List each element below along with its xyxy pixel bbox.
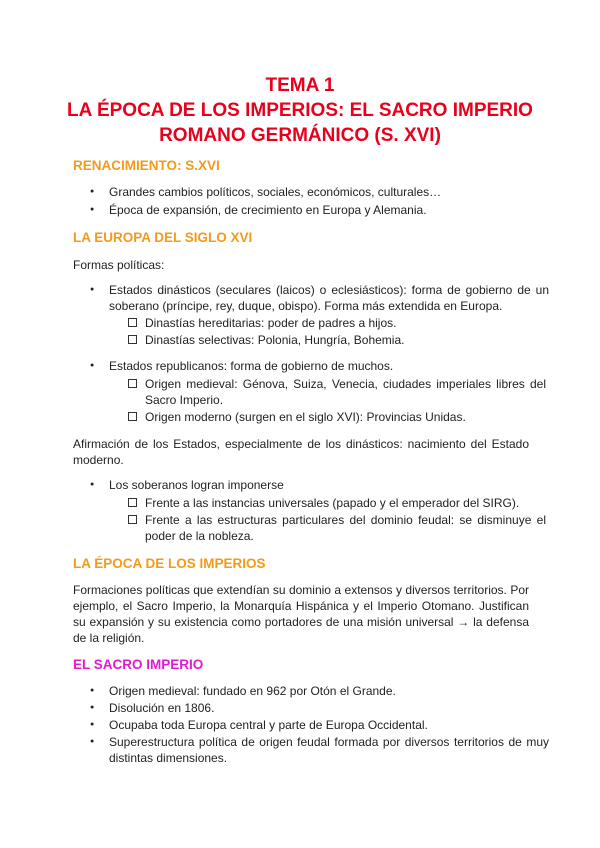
- paragraph-afirmacion: Afirmación de los Estados, especialmente de los dinásticos: nacimiento del Estado moderno.: [73, 437, 529, 467]
- list-item: ● Disolución en 1806.: [90, 700, 549, 716]
- checkbox-square-icon: [128, 515, 137, 524]
- sub-list-item: [128, 332, 546, 348]
- list-item: ● Grandes cambios políticos, sociales, económicos, culturales…: [90, 184, 549, 200]
- sub-list-item-text: Frente a las instancias universales (papado y el emperador del SIRG).: [145, 496, 520, 510]
- sub-list-item-text: Frente a las estructuras particulares del dominio feudal: se disminuye el poder de la nobleza.: [145, 513, 546, 543]
- section-heading-europa: LA EUROPA DEL SIGLO XVI: [73, 230, 253, 245]
- paragraph-intro: Formas políticas:: [73, 258, 165, 272]
- checkbox-square-icon: [128, 335, 137, 344]
- paragraph-imperios: Formaciones políticas que extendían su dominio a extensos y diversos territorios. Por ejemplo, el Sacro Imperio, la Monarquía Hispánica y el Imperio Otomano. Justifican su expansión y su existencia como portadores de una misión universal → la defensa de la religión.: [73, 583, 529, 645]
- sub-list-item-text: Origen moderno (surgen en el siglo XVI): Provincias Unidas.: [145, 410, 466, 424]
- sub-list-item: [128, 315, 546, 331]
- title-line-3: ROMANO GERMÁNICO (S. XVI): [159, 125, 441, 146]
- title-line-1: TEMA 1: [265, 75, 335, 96]
- list-item: ● Época de expansión, de crecimiento en Europa y Alemania.: [90, 202, 549, 218]
- list-item: ● Superestructura política de origen feudal formada por diversos territorios de muy distintas dimensiones.: [90, 734, 549, 766]
- list-item: ● Estados republicanos: forma de gobierno de muchos.: [90, 358, 549, 374]
- sub-list-item-text: Origen medieval: Génova, Suiza, Venecia, ciudades imperiales libres del Sacro Imperio.: [145, 377, 546, 407]
- checkbox-square-icon: [128, 412, 137, 421]
- sub-list-item: [128, 376, 546, 408]
- section-heading-imperios: LA ÉPOCA DE LOS IMPERIOS: [73, 556, 266, 571]
- section-heading-sacro-imperio: EL SACRO IMPERIO: [73, 657, 204, 672]
- sub-list-item-text: Dinastías selectivas: Polonia, Hungría, Bohemia.: [145, 333, 405, 347]
- sub-list-item: [128, 495, 546, 511]
- checkbox-square-icon: [128, 318, 137, 327]
- checkbox-square-icon: [128, 379, 137, 388]
- title-line-2: LA ÉPOCA DE LOS IMPERIOS: EL SACRO IMPERIO: [67, 100, 533, 121]
- sub-list-item-text: Dinastías hereditarias: poder de padres a hijos.: [145, 316, 397, 330]
- list-item: ● Origen medieval: fundado en 962 por Otón el Grande.: [90, 683, 549, 699]
- sub-list-item: [128, 512, 546, 544]
- section-heading-renacimiento: RENACIMIENTO: S.XVI: [73, 158, 220, 173]
- list-item: ● Estados dinásticos (seculares (laicos) o eclesiásticos): forma de gobierno de un soberano (príncipe, rey, duque, obispo). Forma más extendida en Europa.: [90, 282, 549, 314]
- list-item: ● Los soberanos logran imponerse: [90, 477, 549, 493]
- list-item: ● Ocupaba toda Europa central y parte de Europa Occidental.: [90, 717, 549, 733]
- sub-list-item: [128, 409, 546, 425]
- checkbox-square-icon: [128, 498, 137, 507]
